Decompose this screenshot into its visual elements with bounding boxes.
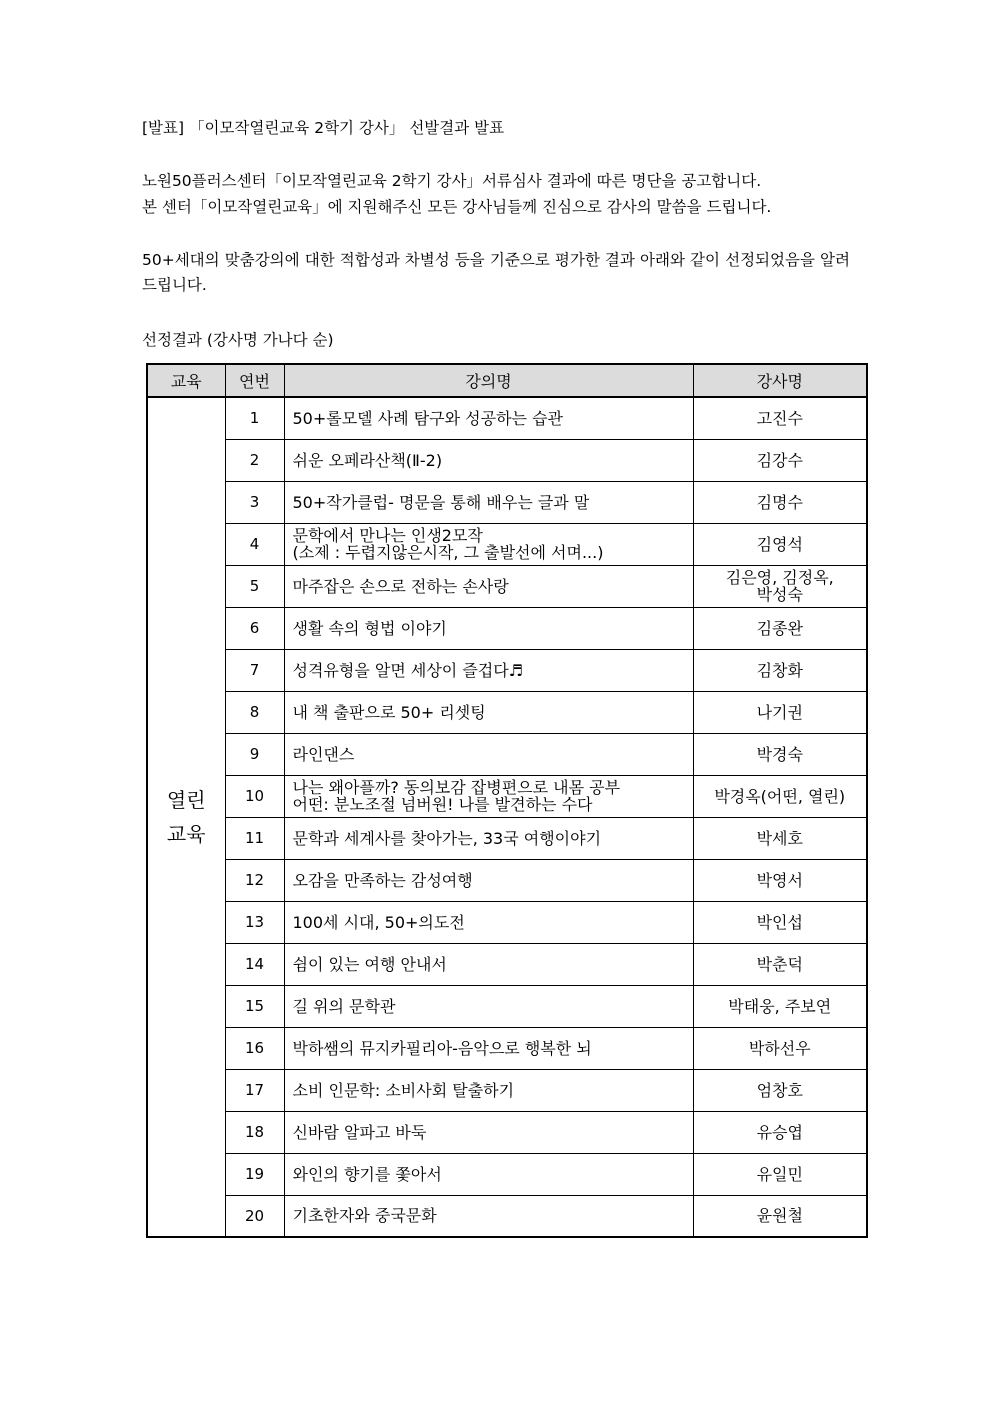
row-number: 6 <box>225 607 284 649</box>
row-number: 14 <box>225 943 284 985</box>
category-line-1: 열린 <box>166 788 206 812</box>
table-row <box>147 775 867 817</box>
course-title: 문학과 세계사를 찾아가는, 33국 여행이야기 <box>284 817 693 859</box>
table-row <box>147 817 867 859</box>
table-row <box>147 691 867 733</box>
row-number: 9 <box>225 733 284 775</box>
table-row <box>147 481 867 523</box>
instructor-name: 유일민 <box>693 1153 867 1195</box>
course-title: 와인의 향기를 쫓아서 <box>284 1153 693 1195</box>
course-title-line-1: 나는 왜아플까? 동의보감 잡병편으로 내몸 공부 <box>292 778 621 797</box>
table-row <box>147 565 867 607</box>
row-number: 19 <box>225 1153 284 1195</box>
instructor-name: 박인섭 <box>693 901 867 943</box>
table-row <box>147 1111 867 1153</box>
table-row <box>147 985 867 1027</box>
table-row <box>147 733 867 775</box>
instructor-name-line-2: 박성숙 <box>756 585 803 604</box>
instructor-name: 박경숙 <box>693 733 867 775</box>
page-title: [발표] 「이모작열린교육 2학기 강사」 선발결과 발표 <box>142 119 505 137</box>
course-title: 오감을 만족하는 감성여행 <box>284 859 693 901</box>
course-title: 성격유형을 알면 세상이 즐겁다♬ <box>284 649 693 691</box>
course-title-line-2: (소제 : 두렵지않은시작, 그 출발선에 서며...) <box>292 543 604 562</box>
instructor-name: 박춘덕 <box>693 943 867 985</box>
header-category: 교육 <box>147 364 225 397</box>
instructor-name: 박경옥(어떤, 열린) <box>693 775 867 817</box>
course-title-line-1: 문학에서 만나는 인생2모작 <box>292 526 483 545</box>
course-title: 내 책 출판으로 50+ 리셋팅 <box>284 691 693 733</box>
table-row <box>147 901 867 943</box>
header-instructor: 강사명 <box>693 364 867 397</box>
instructor-name: 김창화 <box>693 649 867 691</box>
row-number: 20 <box>225 1195 284 1237</box>
selection-results-table <box>146 363 868 1238</box>
row-number: 12 <box>225 859 284 901</box>
instructor-name: 김강수 <box>693 439 867 481</box>
instructor-name: 김종완 <box>693 607 867 649</box>
course-title <box>284 775 693 817</box>
course-title: 쉬운 오페라산책(Ⅱ-2) <box>284 439 693 481</box>
course-title: 신바람 알파고 바둑 <box>284 1111 693 1153</box>
instructor-name-line-1: 김은영, 김정옥, <box>725 568 834 587</box>
course-title: 생활 속의 형법 이야기 <box>284 607 693 649</box>
course-title: 100세 시대, 50+의도전 <box>284 901 693 943</box>
instructor-name: 윤원철 <box>693 1195 867 1237</box>
course-title: 소비 인문학: 소비사회 탈출하기 <box>284 1069 693 1111</box>
instructor-name <box>693 565 867 607</box>
table-row <box>147 1027 867 1069</box>
row-number: 10 <box>225 775 284 817</box>
instructor-name: 박영서 <box>693 859 867 901</box>
table-row <box>147 439 867 481</box>
row-number: 8 <box>225 691 284 733</box>
row-number: 17 <box>225 1069 284 1111</box>
table-row <box>147 1195 867 1237</box>
table-row <box>147 859 867 901</box>
criteria-paragraph: 50+세대의 맞춤강의에 대한 적합성과 차별성 등을 기준으로 평가한 결과 아래와 같이 선정되었음을 알려드립니다. <box>142 251 850 294</box>
row-number: 4 <box>225 523 284 565</box>
table-row <box>147 523 867 565</box>
table-row <box>147 607 867 649</box>
header-number: 연번 <box>225 364 284 397</box>
row-number: 1 <box>225 397 284 439</box>
instructor-name: 유승엽 <box>693 1111 867 1153</box>
header-course: 강의명 <box>284 364 693 397</box>
course-title: 50+작가클럽- 명문을 통해 배우는 글과 말 <box>284 481 693 523</box>
table-caption: 선정결과 (강사명 가나다 순) <box>142 331 334 349</box>
course-title: 쉼이 있는 여행 안내서 <box>284 943 693 985</box>
instructor-name: 김명수 <box>693 481 867 523</box>
notice-line-1: 노원50플러스센터「이모작열린교육 2학기 강사」서류심사 결과에 따른 명단을 공고합니다. <box>142 172 762 190</box>
row-number: 18 <box>225 1111 284 1153</box>
notice-line-2: 본 센터「이모작열린교육」에 지원해주신 모든 강사님들께 진심으로 감사의 말씀을 드립니다. <box>142 198 772 216</box>
table-row <box>147 649 867 691</box>
instructor-name: 엄창호 <box>693 1069 867 1111</box>
course-title: 50+롤모델 사례 탐구와 성공하는 습관 <box>284 397 693 439</box>
instructor-name: 박세호 <box>693 817 867 859</box>
course-title: 라인댄스 <box>284 733 693 775</box>
row-number: 11 <box>225 817 284 859</box>
row-number: 13 <box>225 901 284 943</box>
course-title: 박하쌤의 뮤지카필리아-음악으로 행복한 뇌 <box>284 1027 693 1069</box>
row-number: 5 <box>225 565 284 607</box>
course-title <box>284 523 693 565</box>
instructor-name: 고진수 <box>693 397 867 439</box>
instructor-name: 김영석 <box>693 523 867 565</box>
category-cell <box>147 397 225 1237</box>
category-line-2: 교육 <box>166 822 206 846</box>
table-row <box>147 397 867 439</box>
table-row <box>147 943 867 985</box>
course-title: 마주잡은 손으로 전하는 손사랑 <box>284 565 693 607</box>
row-number: 3 <box>225 481 284 523</box>
row-number: 2 <box>225 439 284 481</box>
course-title: 기초한자와 중국문화 <box>284 1195 693 1237</box>
table-row <box>147 1153 867 1195</box>
instructor-name: 나기권 <box>693 691 867 733</box>
row-number: 16 <box>225 1027 284 1069</box>
row-number: 7 <box>225 649 284 691</box>
course-title: 길 위의 문학관 <box>284 985 693 1027</box>
table-row <box>147 1069 867 1111</box>
instructor-name: 박태웅, 주보연 <box>693 985 867 1027</box>
row-number: 15 <box>225 985 284 1027</box>
instructor-name: 박하선우 <box>693 1027 867 1069</box>
table-header-row <box>147 364 867 397</box>
course-title-line-2: 어떤: 분노조절 넘버원! 나를 발견하는 수다 <box>292 795 593 814</box>
